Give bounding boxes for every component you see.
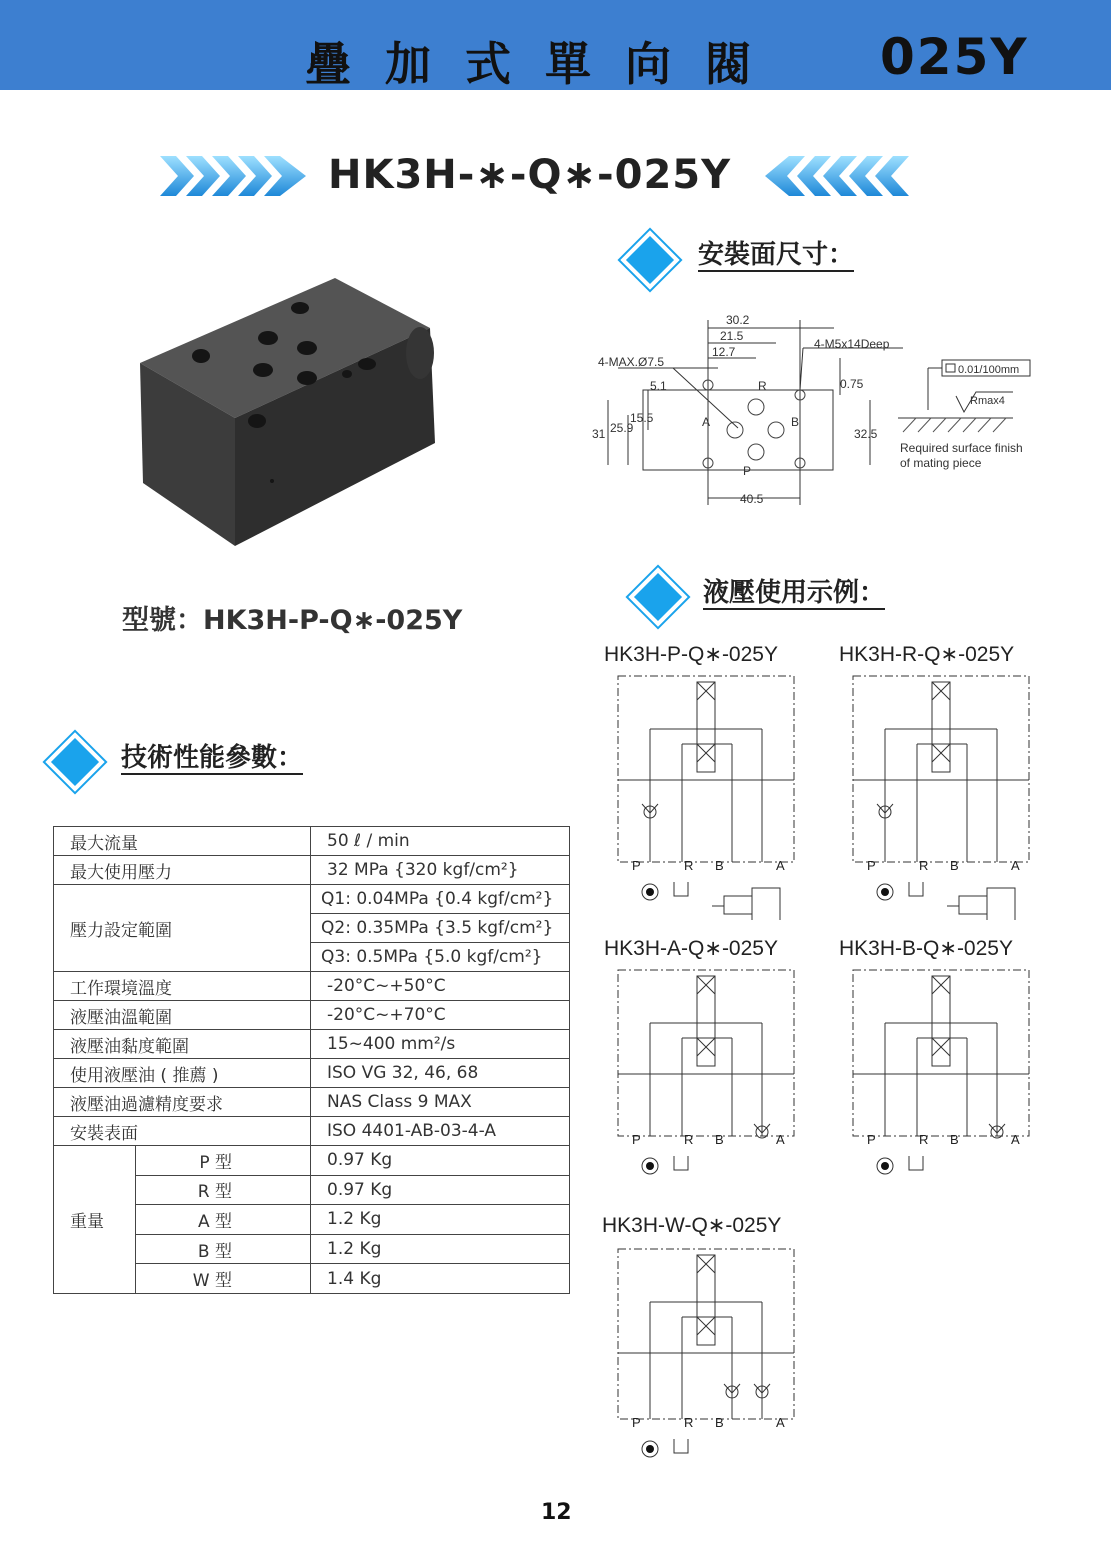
circuit-title-r: HK3H-R-Q∗-025Y: [839, 643, 1015, 666]
model-label: 型號：HK3H-P-Q∗-025Y: [122, 605, 463, 636]
port-label: A: [776, 1132, 785, 1147]
weight-type: A 型: [136, 1205, 311, 1235]
left-arrows-icon: [763, 154, 913, 198]
circuit-title-a: HK3H-A-Q∗-025Y: [604, 937, 778, 960]
dim-40-5: 40.5: [740, 492, 764, 506]
dim-12-7: 12.7: [712, 345, 736, 359]
spec-value: ISO VG 32, 46, 68: [311, 1059, 570, 1088]
page-number: 12: [541, 1500, 572, 1525]
port-r: R: [758, 379, 767, 393]
weight-value: 1.2 Kg: [311, 1234, 570, 1264]
weight-value: 1.2 Kg: [311, 1205, 570, 1235]
spec-label: 液壓油黏度範圍: [54, 1030, 311, 1059]
port-label: R: [919, 1132, 929, 1147]
port-label: R: [684, 1132, 694, 1147]
spec-value: Q2: 0.35MPa {3.5 kgf/cm²}: [311, 914, 570, 943]
dim-25-9: 25.9: [610, 421, 634, 435]
table-row: [54, 827, 570, 856]
table-row: [54, 1030, 570, 1059]
dim-32-5: 32.5: [854, 427, 878, 441]
port-label: A: [1011, 1132, 1020, 1147]
section-hydraulic: 液壓使用示例：: [703, 578, 886, 608]
diamond-bullet-icon: [628, 567, 687, 626]
table-row: [54, 1001, 570, 1030]
table-row: [54, 1146, 570, 1176]
port-label: P: [632, 1132, 641, 1147]
circuit-diagram: [612, 1245, 812, 1477]
diamond-bullet-icon: [45, 732, 104, 791]
table-row: [54, 972, 570, 1001]
circuit-diagram: [612, 966, 812, 1194]
table-row: [54, 1088, 570, 1117]
dim-21-5: 21.5: [720, 329, 744, 343]
spec-table: [53, 826, 570, 1294]
port-label: B: [950, 1132, 959, 1147]
spec-label: 液壓油過濾精度要求: [54, 1088, 311, 1117]
diamond-bullet-icon: [620, 230, 679, 289]
spec-value: -20°C~+50°C: [311, 972, 570, 1001]
spec-label: 安裝表面: [54, 1117, 311, 1146]
port-label: R: [684, 858, 694, 873]
surface-note-1: Required surface finish: [900, 441, 1023, 455]
table-row: [54, 1117, 570, 1146]
header-code: 025Y: [880, 28, 1029, 86]
dim-m5: 4-M5x14Deep: [814, 337, 890, 351]
spec-value: ISO 4401-AB-03-4-A: [311, 1117, 570, 1146]
spec-value: NAS Class 9 MAX: [311, 1088, 570, 1117]
spec-value: 32 MPa {320 kgf/cm²}: [311, 856, 570, 885]
right-arrows-icon: [160, 154, 310, 198]
header-title: 疊加式單向閥: [305, 37, 785, 91]
port-label: R: [919, 858, 929, 873]
weight-type: P 型: [136, 1146, 311, 1175]
spec-value: -20°C~+70°C: [311, 1001, 570, 1030]
dim-0-75: 0.75: [840, 377, 864, 391]
port-label: B: [715, 1132, 724, 1147]
port-label: P: [867, 1132, 876, 1147]
dim-31: 31: [592, 427, 606, 441]
spec-value: 50 ℓ / min: [311, 827, 570, 856]
spec-value: Q1: 0.04MPa {0.4 kgf/cm²}: [311, 885, 570, 914]
port-label: P: [632, 1415, 641, 1430]
port-label: B: [950, 858, 959, 873]
surface-note-2: of mating piece: [900, 456, 982, 470]
weight-value: 0.97 Kg: [311, 1146, 570, 1176]
tolerance: 0.01/100mm: [958, 364, 1020, 376]
circuit-diagram: [847, 966, 1047, 1194]
spec-value: 15~400 mm²/s: [311, 1030, 570, 1059]
spec-label: 液壓油溫範圍: [54, 1001, 311, 1030]
spec-label: 壓力設定範圍: [54, 885, 311, 972]
dim-5-1: 5.1: [650, 379, 667, 393]
section-mounting: 安裝面尺寸：: [698, 240, 855, 270]
port-p: P: [743, 464, 752, 478]
dim-15-5: 15.5: [630, 411, 654, 425]
port-label: B: [715, 1415, 724, 1430]
port-label: B: [715, 858, 724, 873]
port-label: A: [776, 1415, 785, 1430]
port-label: A: [776, 858, 785, 873]
port-label: A: [1011, 858, 1020, 873]
product-photo: [135, 268, 445, 558]
roughness: Rmax4: [970, 395, 1005, 407]
table-row: [54, 885, 570, 914]
port-label: R: [684, 1415, 694, 1430]
dim-max: 4-MAX.Ø7.5: [598, 355, 665, 369]
section-tech: 技術性能參數：: [121, 743, 304, 773]
weight-value: 1.4 Kg: [311, 1264, 570, 1294]
spec-label: 使用液壓油 ( 推薦 ): [54, 1059, 311, 1088]
model-banner: HK3H-∗-Q∗-025Y: [328, 152, 732, 198]
spec-label: 最大流量: [54, 827, 311, 856]
table-row: [54, 856, 570, 885]
weight-type: B 型: [136, 1234, 311, 1264]
table-row: [54, 1059, 570, 1088]
circuit-title-p: HK3H-P-Q∗-025Y: [604, 643, 778, 666]
port-b: B: [791, 415, 800, 429]
spec-label: 工作環境溫度: [54, 972, 311, 1001]
circuit-diagram: [612, 672, 812, 920]
spec-label: 最大使用壓力: [54, 856, 311, 885]
circuit-title-w: HK3H-W-Q∗-025Y: [602, 1214, 782, 1237]
weight-type: R 型: [136, 1175, 311, 1205]
port-label: P: [632, 858, 641, 873]
mounting-drawing: [588, 300, 1056, 520]
spec-value: Q3: 0.5MPa {5.0 kgf/cm²}: [311, 943, 570, 972]
port-a: A: [702, 415, 711, 429]
weight-label: 重量: [54, 1146, 136, 1293]
port-label: P: [867, 858, 876, 873]
weight-type: W 型: [192, 1271, 232, 1292]
weight-value: 0.97 Kg: [311, 1175, 570, 1205]
circuit-title-b: HK3H-B-Q∗-025Y: [839, 937, 1013, 960]
dim-30-2: 30.2: [726, 313, 750, 327]
circuit-diagram: [847, 672, 1047, 920]
